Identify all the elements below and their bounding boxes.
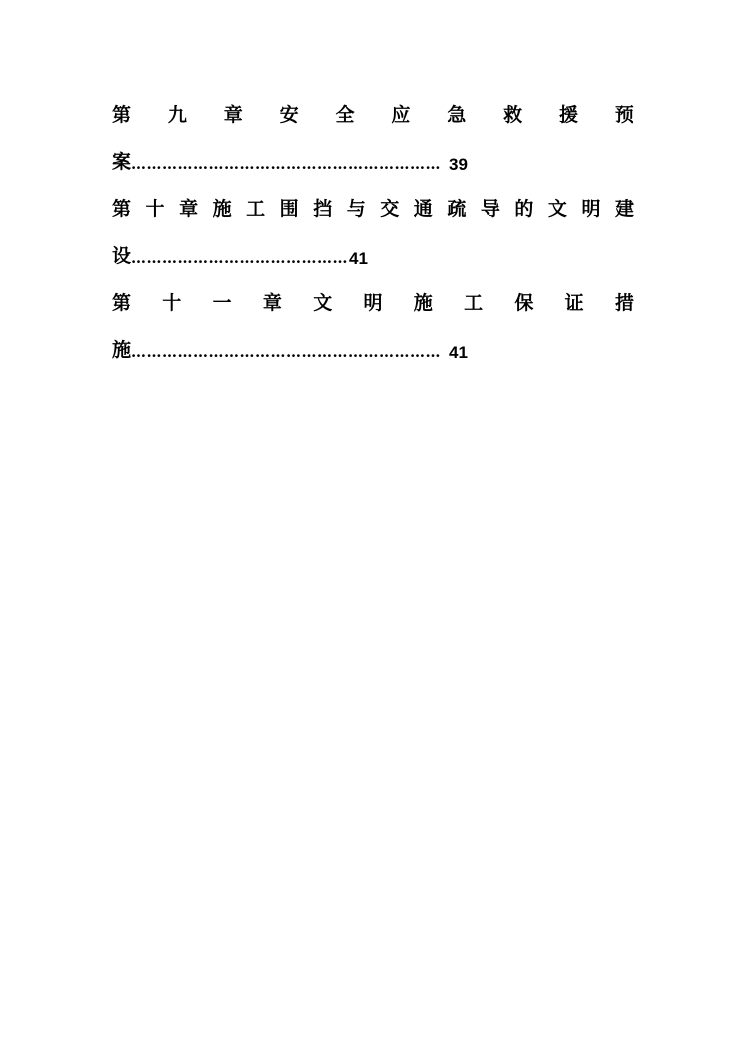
toc-page-number: 41 xyxy=(449,343,468,362)
toc-title-char: 章 xyxy=(223,104,243,126)
toc-title-char: 十 xyxy=(145,198,165,220)
toc-title-char: 一 xyxy=(212,292,232,314)
toc-title-char: 疏 xyxy=(447,198,467,220)
toc-leader-dots: …………………………………………………… xyxy=(131,157,442,172)
table-of-contents xyxy=(112,92,634,374)
toc-title-char: 施 xyxy=(413,292,433,314)
toc-leader-dots: …………………………………… xyxy=(131,251,349,266)
toc-title-char: 预 xyxy=(614,104,634,126)
toc-continuation-line xyxy=(112,327,634,374)
toc-title-char: 围 xyxy=(279,198,299,220)
toc-page-number: 41 xyxy=(349,249,368,268)
toc-title-char: 安 xyxy=(279,104,299,126)
toc-title-char: 援 xyxy=(559,104,579,126)
toc-title-line xyxy=(112,186,634,233)
toc-leader-dots: …………………………………………………… xyxy=(131,345,442,360)
toc-title-char: 保 xyxy=(514,292,534,314)
toc-title-char: 证 xyxy=(564,292,584,314)
toc-title-char: 第 xyxy=(112,198,132,220)
toc-title-char: 九 xyxy=(167,104,187,126)
toc-title-char: 挡 xyxy=(313,198,333,220)
toc-title-char: 工 xyxy=(464,292,484,314)
toc-entry-chapter-11[interactable] xyxy=(112,280,634,374)
toc-title-line xyxy=(112,280,634,327)
toc-title-tail: 设 xyxy=(112,245,132,267)
toc-title-char: 明 xyxy=(363,292,383,314)
toc-title-line xyxy=(112,92,634,139)
toc-title-char: 建 xyxy=(614,198,634,220)
toc-continuation-line xyxy=(112,233,634,280)
toc-title-char: 十 xyxy=(162,292,182,314)
toc-title-char: 工 xyxy=(246,198,266,220)
toc-title-char: 第 xyxy=(112,104,132,126)
toc-entry-chapter-9[interactable] xyxy=(112,92,634,186)
toc-title-char: 通 xyxy=(413,198,433,220)
toc-title-char: 章 xyxy=(179,198,199,220)
toc-title-char: 明 xyxy=(581,198,601,220)
toc-title-char: 措 xyxy=(614,292,634,314)
toc-title-char: 全 xyxy=(335,104,355,126)
toc-title-char: 交 xyxy=(380,198,400,220)
toc-title-char: 的 xyxy=(514,198,534,220)
toc-title-char: 第 xyxy=(112,292,132,314)
toc-page-number: 39 xyxy=(449,155,468,174)
toc-title-tail: 施 xyxy=(112,339,132,361)
toc-entry-chapter-10[interactable] xyxy=(112,186,634,280)
toc-title-char: 文 xyxy=(313,292,333,314)
toc-continuation-line xyxy=(112,139,634,186)
toc-title-char: 章 xyxy=(262,292,282,314)
toc-title-char: 应 xyxy=(391,104,411,126)
toc-title-char: 救 xyxy=(503,104,523,126)
toc-title-char: 急 xyxy=(447,104,467,126)
toc-title-char: 施 xyxy=(212,198,232,220)
toc-title-char: 与 xyxy=(346,198,366,220)
toc-title-tail: 案 xyxy=(112,151,132,173)
toc-title-char: 文 xyxy=(547,198,567,220)
toc-title-char: 导 xyxy=(480,198,500,220)
